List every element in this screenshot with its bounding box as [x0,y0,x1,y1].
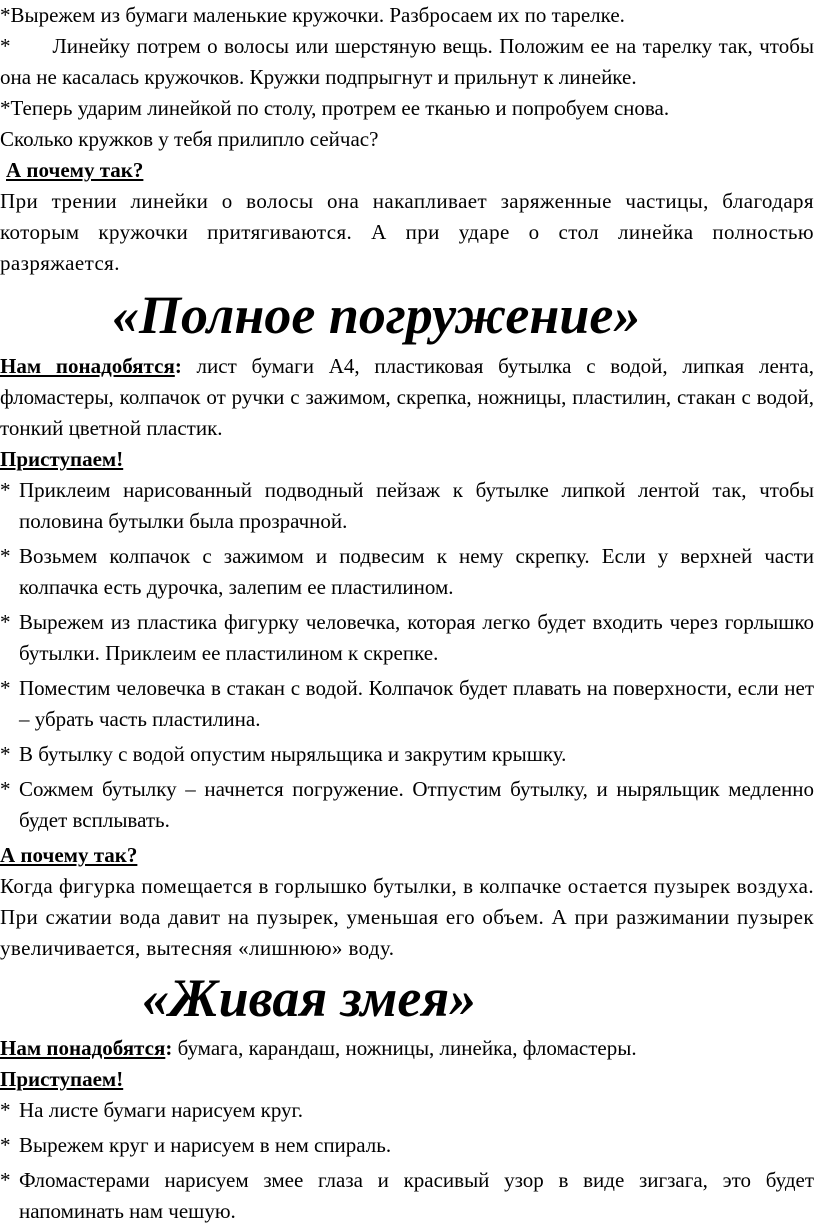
intro-line-1: *Вырежем из бумаги маленькие кружочки. Разбросаем их по тарелке. [0,3,625,27]
experiment-2-start: Приступаем! [0,1067,124,1091]
experiment-1-start: Приступаем! [0,447,124,471]
intro-line-2: * Линейку потрем о волосы или шерстяную вещь. Положим ее на тарелку так, чтобы она не касалась кружочков. Кружки подпрыгнут и прильнут к линейке. [0,34,814,89]
experiment-1-materials: Нам понадобятся: лист бумаги А4, пластиковая бутылка с водой, липкая лента, фломастеры, колпачок от ручки с зажимом, скрепка, ножницы, пластилин, стакан с водой, тонкий цветной пластик. [0,354,815,440]
experiment-2-steps [0,1095,814,1227]
intro-line-3: *Теперь ударим линейкой по столу, протрем ее тканью и попробуем снова. [0,96,670,120]
list-item: * В бутылку с водой опустим ныряльщика и закрутим крышку. [0,739,814,770]
bullet-star: * [0,544,11,568]
experiment-2-title: «Живая змея» [142,968,477,1028]
why-text-2: Когда фигурка помещается в горлышко бутылки, в колпачке остается пузырек воздуха. При сжатии вода давит на пузырек, уменьшая его объем. А при разжимании пузырек увеличивается, вытесняя «лишнюю» воду. [0,874,814,960]
bullet-star: * [0,478,11,502]
bullet-star: * [0,742,11,766]
intro-question: Сколько кружков у тебя прилипло сейчас? [0,127,379,151]
list-item: * Вырежем из пластика фигурку человечка, которая легко будет входить через горлышко бутылки. Приклеим ее пластилином к скрепке. [0,607,814,669]
bullet-star: * [0,777,11,801]
experiment-2-materials: Нам понадобятся: бумага, карандаш, ножницы, линейка, фломастеры. [0,1036,637,1060]
bullet-star: * [0,676,11,700]
materials-label: Нам понадобятся [0,354,175,378]
bullet-star: * [0,1098,11,1122]
why-heading-2: А почему так? [0,843,138,867]
intro-star: * [0,34,11,58]
bullet-star: * [0,610,11,634]
list-item: * Вырежем круг и нарисуем в нем спираль. [0,1130,814,1161]
bullet-star: * [0,1168,11,1192]
why-text-1: При трении линейки о волосы она накапливает заряженные частицы, благодаря которым кружочки притягиваются. А при ударе о стол линейка полностью разряжается. [0,189,814,275]
list-item: * Возьмем колпачок с зажимом и подвесим к нему скрепку. Если у верхней части колпачка есть дурочка, залепим ее пластилином. [0,541,814,603]
list-item: * Сожмем бутылку – начнется погружение. Отпустим бутылку, и ныряльщик медленно будет всплывать. [0,774,814,836]
materials-label: Нам понадобятся [0,1036,166,1060]
list-item: * Приклеим нарисованный подводный пейзаж к бутылке липкой лентой так, чтобы половина бутылки была прозрачной. [0,475,814,537]
list-item: * На листе бумаги нарисуем круг. [0,1095,814,1126]
list-item: * Фломастерами нарисуем змее глаза и красивый узор в виде зигзага, это будет напоминать нам чешую. [0,1165,814,1227]
list-item: * Поместим человечка в стакан с водой. Колпачок будет плавать на поверхности, если нет – убрать часть пластилина. [0,673,814,735]
experiment-1-title: «Полное погружение» [112,285,641,345]
bullet-star: * [0,1133,11,1157]
why-heading-1: А почему так? [6,158,144,182]
experiment-1-steps [0,475,814,836]
